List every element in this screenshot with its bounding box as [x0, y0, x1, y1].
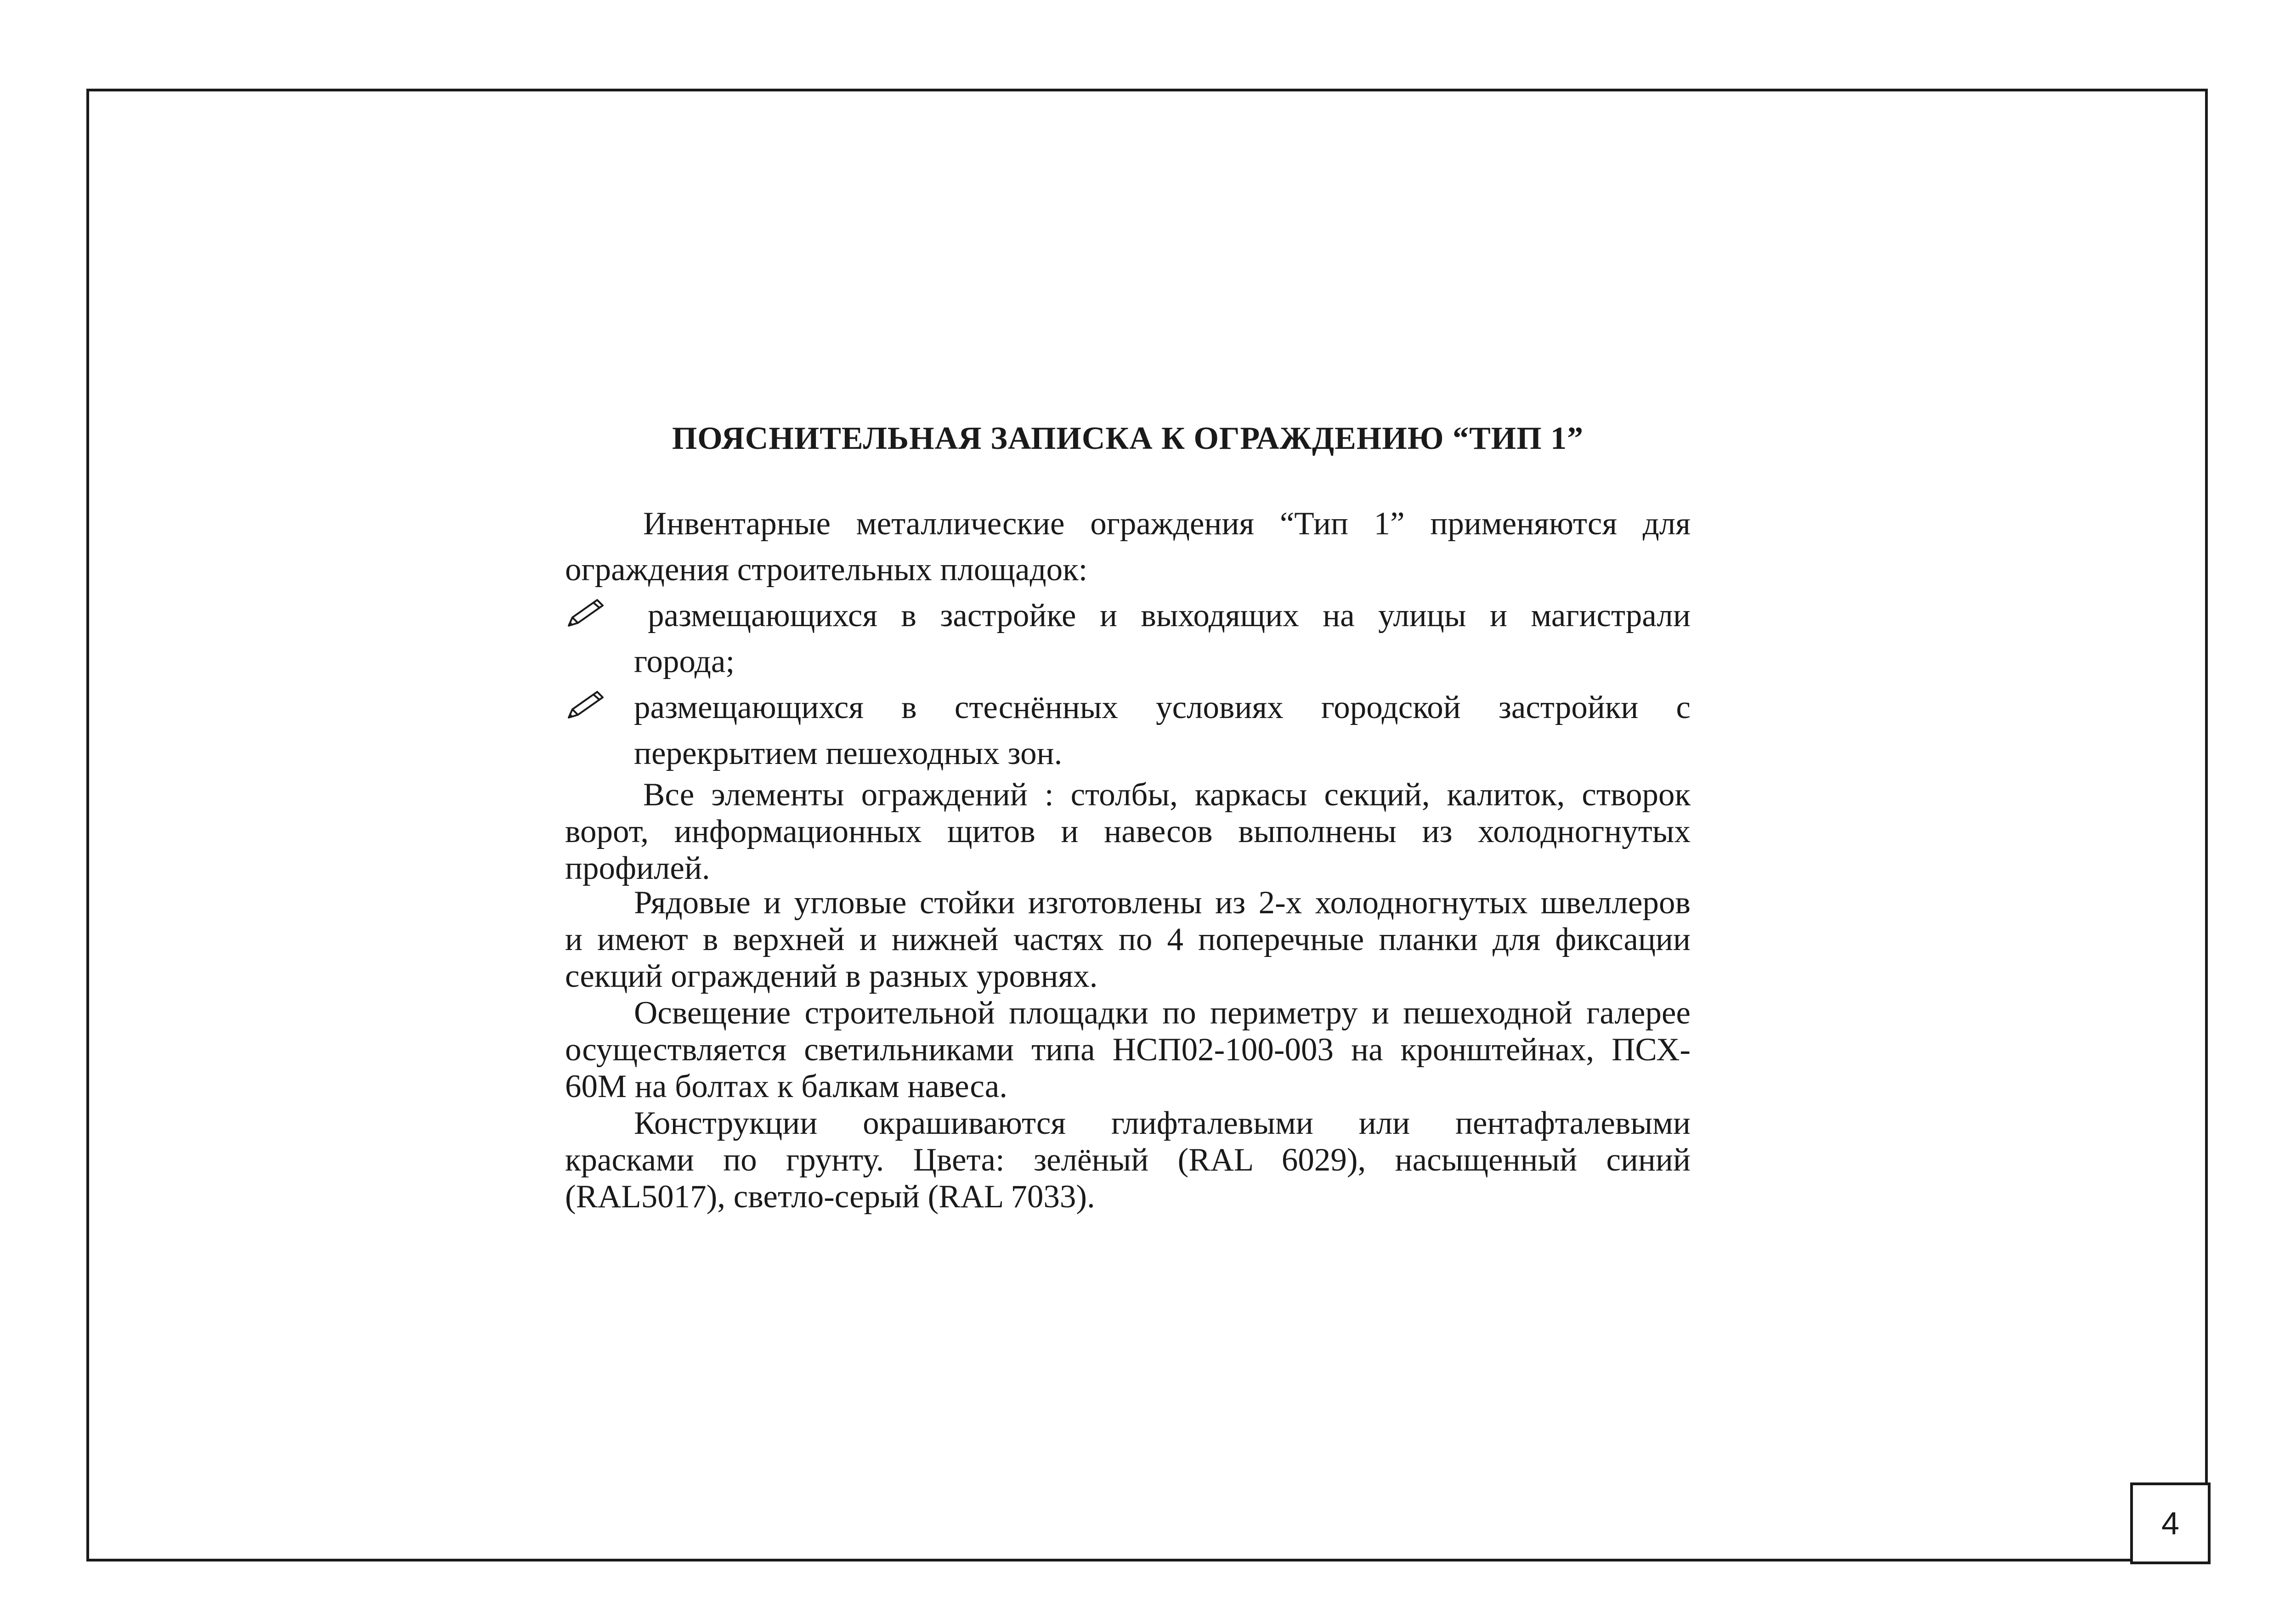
- paragraph-line: (RAL5017), светло-серый (RAL 7033).: [565, 1179, 1095, 1215]
- paragraph-line: профилей.: [565, 850, 710, 886]
- paragraph-posts: [565, 884, 1691, 995]
- paragraph-lighting: [565, 995, 1691, 1105]
- paragraph-painting: [565, 1105, 1691, 1215]
- bullet-1-line-2: города;: [634, 644, 735, 679]
- paragraph-line: Освещение строительной площадки по периметру и пешеходной галерее: [634, 995, 1691, 1031]
- pencil-icon: [565, 689, 606, 721]
- paragraph-line: красками по грунту. Цвета: зелёный (RAL 6029), насыщенный синий: [565, 1142, 1691, 1178]
- paragraph-line: 60М на болтах к балкам навеса.: [565, 1069, 1008, 1104]
- paragraph-line: Рядовые и угловые стойки изготовлены из 2-х холодногнутых швеллеров: [634, 885, 1691, 921]
- page-number: 4: [2130, 1482, 2211, 1564]
- pencil-icon: [565, 597, 606, 629]
- page-title: ПОЯСНИТЕЛЬНАЯ ЗАПИСКА К ОГРАЖДЕНИЮ “ТИП 1”: [672, 421, 1584, 456]
- bullet-1-line-1: размещающихся в застройке и выходящих на улицы и магистрали: [648, 598, 1691, 634]
- bullet-2-line-2: перекрытием пешеходных зон.: [634, 735, 1063, 771]
- paragraph-line: и имеют в верхней и нижней частях по 4 поперечные планки для фиксации: [565, 922, 1691, 957]
- intro-line-2: ограждения строительных площадок:: [565, 552, 1088, 588]
- paragraph-elements: [565, 776, 1691, 887]
- paragraph-line: осуществляется светильниками типа НСП02-100-003 на кронштейнах, ПСХ-: [565, 1032, 1691, 1068]
- paragraph-line: ворот, информационных щитов и навесов выполнены из холодногнутых: [565, 814, 1691, 849]
- intro-line-1: Инвентарные металлические ограждения “Тип 1” применяются для: [643, 506, 1691, 542]
- paragraph-line: Конструкции окрашиваются глифталевыми или пентафталевыми: [634, 1105, 1691, 1141]
- paragraph-line: секций ограждений в разных уровнях.: [565, 958, 1098, 994]
- bullet-2-line-1: размещающихся в стеснённых условиях городской застройки с: [634, 690, 1691, 725]
- paragraph-line: Все элементы ограждений : столбы, каркасы секций, калиток, створок: [643, 777, 1691, 813]
